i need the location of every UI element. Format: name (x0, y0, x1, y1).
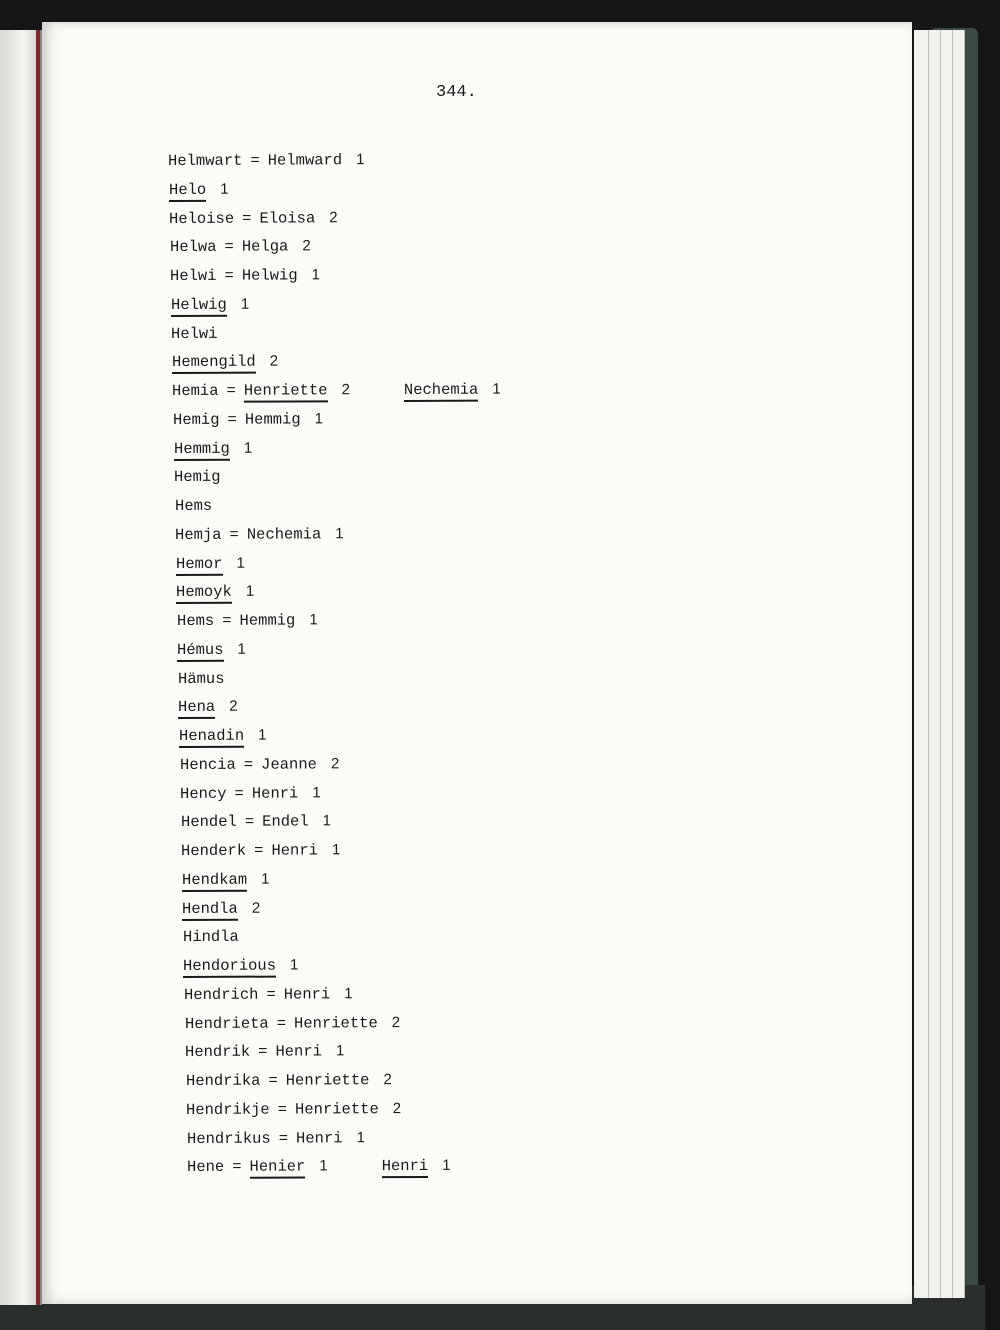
entry-count: 1 (219, 180, 229, 198)
equals-sign: = (266, 985, 276, 1004)
equals-sign: = (227, 410, 237, 429)
equals-sign: = (254, 841, 264, 860)
entry-count: 2 (301, 237, 311, 255)
entry-count: 2 (392, 1099, 402, 1117)
entry-equivalent: Eloisa (259, 208, 316, 228)
entry-equivalent: Henriette (285, 1071, 370, 1090)
entry-equivalent: Henri (271, 841, 319, 860)
page-stack-edge (940, 30, 953, 1298)
entry-count: 2 (252, 899, 261, 917)
equals-sign: = (278, 1129, 288, 1148)
entry-name: Hems (174, 496, 212, 515)
index-entry (177, 609, 318, 632)
entry-count: 2 (391, 1013, 400, 1031)
page-stack-edge (952, 30, 965, 1298)
entry-name: Hendrik (185, 1042, 251, 1062)
entry-name: Hemor (176, 554, 223, 575)
index-entry (184, 1012, 399, 1035)
index-entry (176, 581, 254, 603)
entry-count: 1 (344, 985, 353, 1003)
page-stack-edge (928, 30, 941, 1298)
entry-count: 1 (290, 956, 299, 974)
equals-sign: = (229, 525, 240, 544)
index-entry (168, 149, 365, 172)
entry-equivalent: Henri (251, 783, 299, 803)
entry-count: 1 (335, 1042, 345, 1060)
entry-count: 1 (319, 1157, 328, 1175)
index-entry (170, 236, 311, 259)
entry-equivalent: Henri (295, 1128, 343, 1148)
entry-count: 1 (356, 1128, 365, 1146)
entry-name: Hency (180, 784, 227, 803)
entry-count: 1 (240, 295, 249, 313)
entry-name: Hemmig (173, 439, 229, 460)
equals-sign: = (226, 381, 237, 400)
index-entry (172, 351, 278, 373)
entry-extra-count: 1 (492, 380, 502, 398)
entry-name: Hendrich (183, 985, 259, 1004)
index-entry (183, 926, 239, 948)
index-entry (183, 954, 298, 977)
entry-equivalent: Helga (241, 237, 289, 256)
entry-count: 2 (229, 697, 239, 716)
entry-name: Hemja (175, 525, 222, 544)
entry-name: Helwi (171, 324, 218, 343)
entry-name: Hendrika (185, 1071, 261, 1090)
entry-equivalent: Hemmig (239, 611, 296, 630)
entry-count: 2 (341, 381, 351, 399)
entry-name: Hindla (182, 928, 239, 947)
entry-name: Hene (187, 1158, 225, 1177)
entry-count: 1 (332, 841, 341, 859)
index-entry (182, 897, 260, 919)
equals-sign: = (258, 1042, 268, 1061)
index-entry (173, 437, 251, 459)
entry-name: Hemig (174, 468, 221, 487)
index-entry (187, 1155, 451, 1178)
index-entry (181, 811, 331, 834)
index-entry (176, 552, 245, 574)
equals-sign: = (277, 1100, 288, 1119)
equals-sign: = (232, 1158, 242, 1177)
entry-equivalent: Henri (283, 985, 331, 1004)
index-entry (175, 495, 212, 517)
entry-equivalent: Henri (275, 1042, 323, 1061)
index-entry (175, 523, 344, 546)
entry-name: Hémus (177, 641, 224, 662)
entry-name: Helwig (171, 296, 227, 317)
entry-count: 1 (243, 439, 252, 457)
index-entry (178, 696, 238, 718)
entry-equivalent: Jeanne (260, 755, 317, 774)
equals-sign: = (244, 812, 254, 831)
entry-count: 1 (335, 525, 344, 543)
equals-sign: = (250, 151, 260, 170)
entry-name: Hendla (182, 899, 238, 920)
equals-sign: = (243, 755, 253, 774)
index-entry (174, 466, 221, 488)
entry-name: Henderk (181, 841, 247, 860)
entry-name: Helwa (169, 238, 217, 257)
entry-name: Hemoyk (176, 583, 232, 604)
entry-name: Hemia (172, 381, 219, 400)
entry-name: Hämus (177, 669, 225, 688)
entry-name: Hems (176, 611, 215, 630)
index-entry (186, 1069, 392, 1092)
equals-sign: = (267, 1071, 278, 1090)
entry-count: 2 (383, 1071, 392, 1089)
entry-count: 1 (356, 151, 365, 169)
index-entry (170, 264, 320, 287)
index-entry (185, 1041, 344, 1064)
entry-extra-name: Nechemia (404, 381, 479, 402)
entry-name: Hendorious (183, 957, 276, 978)
entry-name: Hendrikus (186, 1129, 271, 1148)
entry-equivalent: Hemmig (244, 410, 301, 429)
index-entry (169, 207, 338, 230)
entry-name: Helmwart (167, 151, 243, 170)
index-entry (179, 753, 338, 776)
entry-count: 1 (236, 554, 245, 572)
entry-name: Henadin (179, 727, 244, 748)
equals-sign: = (242, 209, 252, 228)
index-entry (186, 1098, 401, 1121)
entry-name: Hendkam (182, 870, 247, 891)
entry-equivalent: Helwig (241, 266, 298, 285)
entry-equivalent: Henriette (244, 381, 328, 402)
entry-count: 1 (237, 640, 247, 658)
entry-name: Hencia (179, 755, 236, 774)
entry-equivalent: Henier (250, 1158, 306, 1179)
index-entry (171, 322, 218, 344)
page-number: 344. (436, 83, 477, 102)
index-entry (182, 868, 270, 890)
entry-name: Helo (169, 181, 206, 202)
entry-count: 1 (322, 812, 331, 830)
entry-count: 2 (330, 755, 339, 773)
entry-name: Hendrikje (186, 1100, 270, 1119)
index-entry (168, 178, 228, 200)
entry-equivalent: Henriette (293, 1013, 378, 1033)
page-stack-edge (914, 30, 929, 1298)
equals-sign: = (224, 237, 234, 257)
entry-extra-name: Henri (382, 1157, 429, 1178)
equals-sign: = (224, 266, 235, 285)
index-entry (181, 839, 340, 862)
entry-name: Hendrieta (184, 1014, 269, 1033)
entry-count: 1 (312, 783, 321, 801)
entry-count: 2 (329, 208, 338, 226)
equals-sign: = (221, 611, 232, 630)
index-entry (187, 1127, 365, 1150)
binding-strip (36, 30, 40, 1305)
entry-equivalent: Henriette (295, 1099, 379, 1119)
entry-name: Hemig (172, 410, 220, 429)
entry-count: 1 (260, 870, 270, 888)
index-entry (171, 293, 249, 315)
equals-sign: = (234, 784, 244, 803)
entry-name: Helwi (170, 266, 217, 285)
entry-name: Heloise (169, 209, 235, 228)
entry-name: Hemengild (172, 353, 256, 374)
equals-sign: = (276, 1014, 286, 1033)
index-entry (173, 408, 323, 431)
entry-name: Hena (178, 698, 215, 719)
index-entry (184, 983, 353, 1006)
entry-count: 1 (309, 611, 318, 629)
entry-extra-count: 1 (442, 1157, 451, 1175)
index-entry (172, 379, 501, 402)
entry-count: 1 (311, 266, 321, 284)
entry-count: 1 (314, 410, 323, 428)
index-entry (179, 725, 267, 747)
entry-equivalent: Nechemia (246, 525, 322, 544)
index-entry (177, 638, 246, 660)
entry-count: 2 (269, 352, 278, 370)
entry-equivalent: Endel (261, 812, 309, 831)
entry-count: 1 (258, 726, 267, 744)
entry-equivalent: Helmward (267, 151, 343, 170)
index-entry (180, 782, 321, 805)
entry-name: Hendel (180, 813, 237, 832)
index-entry (178, 667, 225, 689)
entry-count: 1 (246, 582, 255, 600)
